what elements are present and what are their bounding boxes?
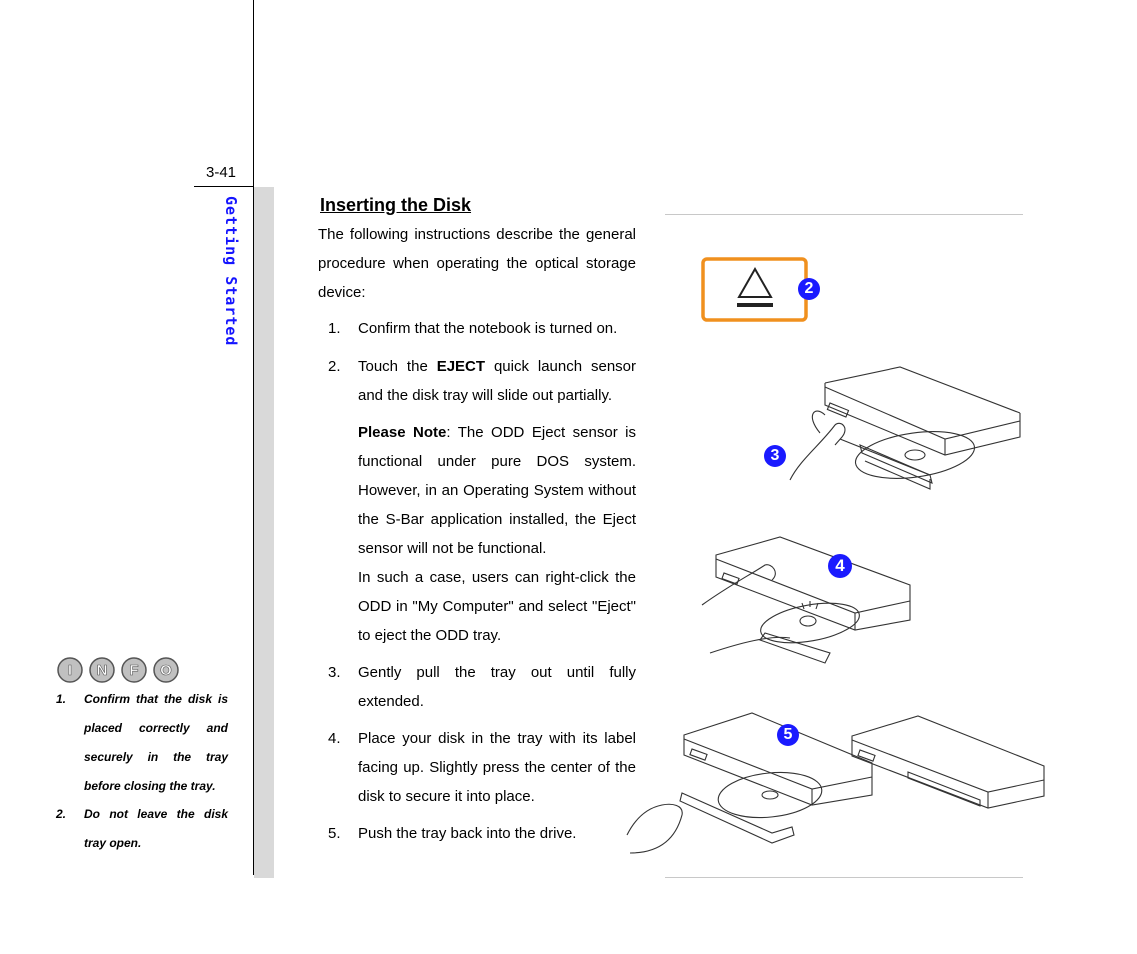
figure-top-rule <box>665 214 1023 215</box>
info-item-text: Confirm that the disk is placed correctly and securely in the tray before closing the tray. <box>84 692 228 793</box>
info-item-number: 1. <box>56 692 67 706</box>
step-text: Gently pull the tray out until fully extended. <box>358 664 636 710</box>
info-letter: N <box>96 662 108 679</box>
step-number: 1. <box>328 320 341 337</box>
eject-keyword: EJECT <box>436 358 486 375</box>
note-text: : The ODD Eject sensor is functional under pure DOS system. However, in an Operating System without the S-Bar application installed, the Eject sensor will not be functional. <box>358 424 636 557</box>
step-text: Place your disk in the tray with its label facing up. Slightly press the center of the disk to secure it into place. <box>358 730 636 805</box>
notebook-disk-placed-illustration <box>622 705 877 855</box>
step-text-part: Touch the <box>358 358 437 375</box>
info-letter: F <box>129 662 139 679</box>
note-label: Please Note <box>358 424 447 441</box>
step-text: Confirm that the notebook is turned on. <box>358 320 618 337</box>
eject-sensor-icon <box>701 257 809 323</box>
page-number-rule <box>194 186 254 187</box>
notebook-tray-extended-illustration <box>700 535 915 670</box>
info-logo-icon <box>57 657 181 683</box>
step-badge-4: 4 <box>828 554 852 578</box>
info-item-number: 2. <box>56 807 67 821</box>
info-item-text: Do not leave the disk tray open. <box>84 807 228 850</box>
step-number: 2. <box>328 358 341 375</box>
note-paragraph <box>358 418 636 563</box>
page-number: 3-41 <box>206 164 237 181</box>
info-letter: O <box>160 662 172 679</box>
step-number: 3. <box>328 664 341 681</box>
step-number: 5. <box>328 825 341 842</box>
intro-paragraph: The following instructions describe the general procedure when operating the optical storage device: <box>318 226 636 301</box>
info-letter: I <box>67 662 73 679</box>
step-badge-5: 5 <box>777 724 799 746</box>
chapter-title: Getting Started <box>222 196 240 347</box>
step-text-part: quick launch sensor and the disk tray will slide out partially. <box>358 358 636 404</box>
step-badge-2: 2 <box>798 278 820 300</box>
notebook-tray-closed-illustration <box>848 712 1048 812</box>
figure-bottom-rule <box>665 877 1023 878</box>
notebook-tray-partial-illustration <box>780 365 1022 500</box>
step-text: Push the tray back into the drive. <box>358 825 577 842</box>
step-number: 4. <box>328 730 341 747</box>
note-paragraph-2: In such a case, users can right-click the ODD in "My Computer" and select "Eject" to eject the ODD tray. <box>358 569 636 644</box>
sidebar-bar <box>254 187 274 878</box>
step-badge-3: 3 <box>764 445 786 467</box>
step-text <box>358 352 636 410</box>
sidebar-bar-edge <box>253 187 254 875</box>
section-title: Inserting the Disk <box>320 195 472 215</box>
margin-rule <box>253 0 254 188</box>
